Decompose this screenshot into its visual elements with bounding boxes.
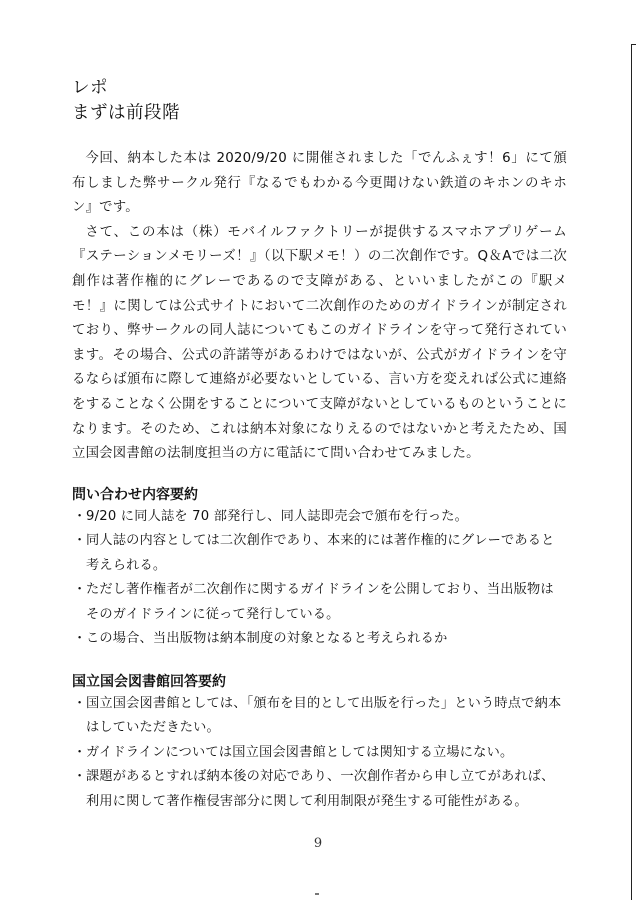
page-number: 9: [313, 836, 323, 851]
list-item-text: 9/20 に同人誌を 70 部発行し、同人誌即売会で頒布を行った。: [86, 509, 469, 524]
bullet-icon: ・: [73, 631, 87, 647]
list-item-text: 課題があるとすれば納本後の対応であり、一次創作者から申し立てがあれば、利用に関して著作権侵害部分に関して利用制限が発生する可能性がある。: [86, 769, 555, 809]
list-item: [72, 578, 567, 627]
bullet-icon: ・: [73, 509, 87, 524]
page-edge-right: [631, 44, 632, 900]
list-item-text: 同人誌の内容としては二次創作であり、本来的には著作権的にグレーであると考えられる。: [86, 533, 555, 573]
answer-list-container: [72, 692, 567, 814]
heading-report: レポ: [72, 78, 108, 98]
list-item-text: ただし著作権者が二次創作に関するガイドラインを公開しており、当出版物はそのガイドラインに従って発行している。: [86, 582, 554, 622]
list-item: [72, 627, 567, 651]
inquiry-list: [72, 505, 567, 651]
heading-preliminary: まずは前段階: [72, 103, 180, 123]
bullet-icon: ・: [73, 533, 87, 549]
heading-ndl-answer-summary: 国立国会図書館回答要約: [72, 674, 226, 690]
list-item-text: ガイドラインについては国立国会図書館としては関知する立場にない。: [86, 744, 514, 760]
body-text: [72, 147, 567, 467]
list-item-text: 国立国会図書館としては、「頒布を目的として出版を行った」という時点で納本はしていただきたい。: [86, 696, 562, 736]
bullet-icon: ・: [73, 696, 87, 711]
list-item: [72, 529, 567, 578]
paragraph-detail: さて、この本は（株）モバイルファクトリーが提供するスマホアプリゲーム『ステーションメモリーズ！』（以下駅メモ！）の二次創作です。Q＆Aでは二次創作は著作権的にグレーであるので支障がある、といいましたがこの『駅メモ！』に関しては公式サイトにおいて二次創作のためのガイドラインが制定されており、弊サークルの同人誌についてもこのガイドラインを守って発行されています。その場合、公式の許諾等があるわけではないが、公式がガイドラインを守るならば頒布に際して連絡が必要ないとしている、言い方を変えれば公式に連絡をすることなく公開をすることについて支障がないとしているものということになります。そのため、これは納本対象になりえるのではないかと考えたため、国立国会図書館の法制度担当の方に電話にて問い合わせてみました。: [72, 224, 567, 462]
list-item-text: この場合、当出版物は納本制度の対象となると考えられるか: [86, 631, 448, 647]
inquiry-list-container: [72, 505, 567, 651]
section-header: [72, 76, 552, 126]
list-item: [72, 741, 567, 765]
paragraph-intro: 今回、納本した本は 2020/9/20 に開催されました「でんふぇす！6」にて頒布しました弊サークル発行『なるでもわかる今更聞けない鉄道のキホンのキホン』です。: [72, 151, 567, 216]
bullet-icon: ・: [73, 744, 87, 760]
list-item: [72, 765, 567, 814]
bullet-icon: ・: [73, 582, 87, 598]
list-item: [72, 505, 567, 529]
answer-list: [72, 692, 567, 814]
list-item: [72, 692, 567, 741]
heading-inquiry-summary: 問い合わせ内容要約: [72, 487, 198, 503]
bullet-icon: ・: [73, 769, 87, 785]
scan-mark: [315, 893, 319, 895]
